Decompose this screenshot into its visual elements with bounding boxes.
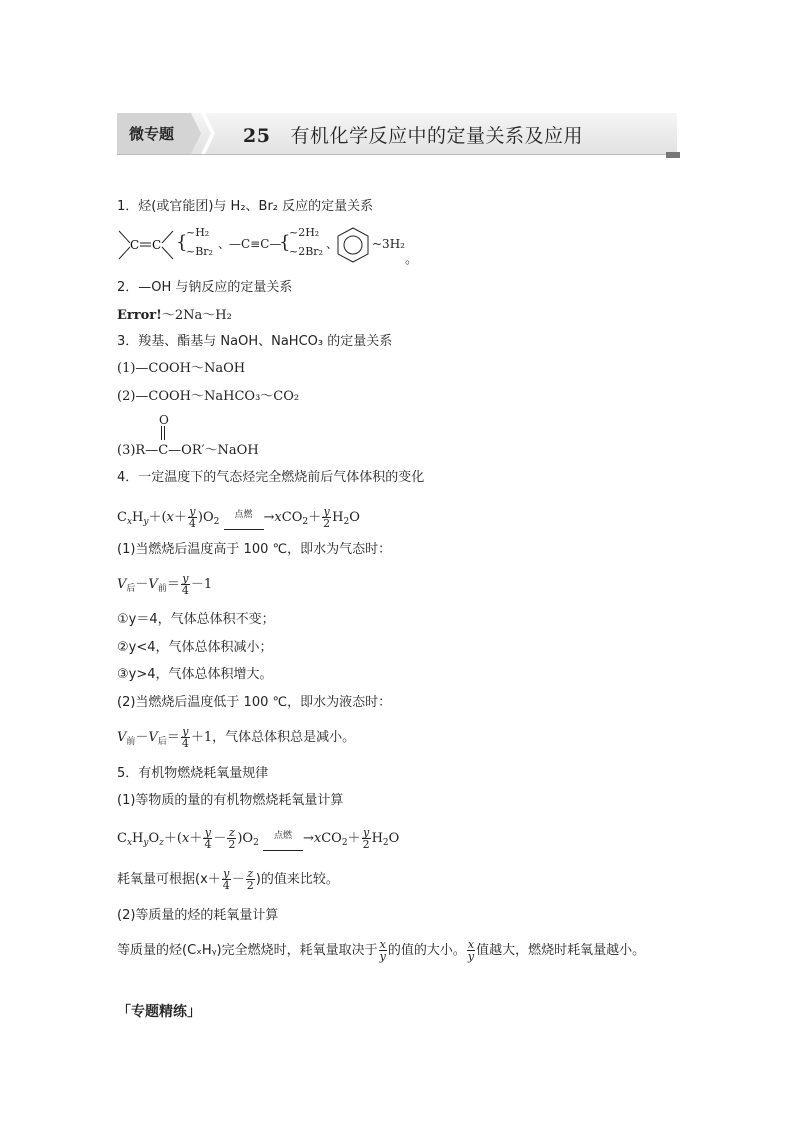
s3-line2: (2)—COOH～NaHCO₃～CO₂ bbox=[117, 389, 300, 404]
cmp-post: )的值来比较。 bbox=[255, 872, 339, 887]
s4-p2-tail: ，气体总体积总是减小。 bbox=[212, 730, 356, 745]
s3-r: (3)R— bbox=[117, 443, 159, 458]
s5-heading: 5．有机物燃烧耗氧量规律 bbox=[117, 766, 269, 781]
condition-text: 点燃 bbox=[234, 510, 253, 520]
alkyne-h2: ~2H₂ bbox=[289, 226, 320, 239]
s4-heading: 4．一定温度下的气态烃完全燃烧前后气体体积的变化 bbox=[117, 470, 425, 485]
volume-formula-2: $V_前-V_后=$ $\frac{y}{4}$ ＋1，气体总体积总是减小。 bbox=[117, 725, 356, 750]
benzene-ring-icon bbox=[336, 226, 370, 264]
brace-icon: { bbox=[279, 232, 291, 253]
s5-p2: (2)等质量的烃的耗氧量计算 bbox=[117, 908, 279, 923]
s3-line1: (1)—COOH～NaOH bbox=[117, 361, 246, 376]
section-banner bbox=[117, 113, 677, 154]
l-post: 值越大，燃烧时耗氧量越小。 bbox=[476, 943, 646, 958]
s4-item3: ③y>4，气体总体积增大。 bbox=[117, 667, 273, 682]
s2-line bbox=[117, 308, 232, 324]
banner-tag: 微专题 bbox=[129, 125, 175, 143]
alkene-structure bbox=[117, 225, 177, 265]
s2-rest: ～2Na～H₂ bbox=[161, 308, 232, 323]
s4-item1: ①y＝4，气体总体积不变； bbox=[117, 612, 275, 627]
s3-line3 bbox=[117, 443, 259, 459]
l-pre: 等质量的烃(CₓHᵧ)完全燃烧时，耗氧量取决于 bbox=[117, 943, 378, 958]
s5-compare: 耗氧量可根据(x＋ $\frac{y}{4}$ － $\frac{z}{2}$ )的值来比较。 bbox=[117, 867, 339, 892]
error-text: Error! bbox=[117, 308, 162, 323]
combustion-equation-1: $C_xH_y+(x+$ $\frac{y}{4}$ )$O_2$ 点燃 →xCO$_2$＋ $\frac{y}{2}$ $H_2O$ bbox=[117, 502, 360, 531]
s3-or: —OR′～NaOH bbox=[168, 443, 259, 458]
s4-p2: (2)当燃烧后温度低于 100 ℃，即水为液态时： bbox=[117, 695, 392, 710]
banner-underline bbox=[117, 154, 677, 155]
l-mid: 的值的大小。 bbox=[387, 943, 466, 958]
banner-corner-mark bbox=[666, 152, 680, 158]
s1-end: 。 bbox=[405, 252, 419, 267]
alkene-br2: ~Br₂ bbox=[186, 245, 213, 258]
topic-title: 有机化学反应中的定量关系及应用 bbox=[290, 125, 583, 147]
s4-item2: ②y<4，气体总体积减小； bbox=[117, 640, 273, 655]
svg-text:C: C bbox=[152, 238, 162, 252]
s1-heading: 1．烃(或官能团)与 H₂、Br₂ 反应的定量关系 bbox=[117, 199, 374, 214]
s5-line: 等质量的烃(CₓHᵧ)完全燃烧时，耗氧量取决于 $\frac{x}{y}$ 的值的大小。 $\frac{x}{y}$ 值越大，燃烧时耗氧量越小。 bbox=[117, 938, 646, 963]
page-title bbox=[243, 121, 583, 148]
alkyne-label: —C≡C— bbox=[229, 237, 282, 251]
separator: 、 bbox=[326, 237, 339, 251]
condition-text: 点燃 bbox=[273, 831, 292, 841]
s3-heading: 3．羧基、酯基与 NaOH、NaHCO₃ 的定量关系 bbox=[117, 334, 393, 349]
alkyne-br2: ~2Br₂ bbox=[289, 245, 323, 258]
cmp-pre: 耗氧量可根据(x＋ bbox=[117, 872, 221, 887]
alkene-h2: ~H₂ bbox=[186, 226, 210, 239]
volume-formula-1: $V_后-V_前=$ $\frac{y}{4}$ －1 bbox=[117, 572, 213, 597]
svg-text:C: C bbox=[130, 238, 140, 252]
s5-p1: (1)等物质的量的有机物燃烧耗氧量计算 bbox=[117, 793, 344, 808]
brace-icon: { bbox=[176, 232, 188, 253]
benzene-h2: ~3H₂ bbox=[372, 237, 405, 251]
separator: 、 bbox=[218, 237, 231, 251]
s2-heading: 2．—OH 与钠反应的定量关系 bbox=[117, 280, 293, 295]
reaction-arrow bbox=[224, 502, 264, 530]
reaction-arrow bbox=[263, 823, 303, 851]
carbonyl-o: O bbox=[159, 413, 169, 427]
double-bond-icon bbox=[161, 426, 165, 440]
topic-number: 25 bbox=[243, 125, 271, 147]
combustion-equation-2: $C_xH_yO_z+(x+$ $\frac{y}{4}$ － $\frac{z}{2}$ )$O_2$ 点燃 →xCO$_2$＋ $\frac{y}{2}$ $H_2O$ bbox=[117, 823, 399, 852]
practice-heading: 「专题精练」 bbox=[117, 1004, 201, 1020]
s4-p1: (1)当燃烧后温度高于 100 ℃，即水为气态时： bbox=[117, 542, 392, 557]
s3-c: C bbox=[158, 443, 169, 458]
banner-chevron bbox=[201, 113, 215, 154]
